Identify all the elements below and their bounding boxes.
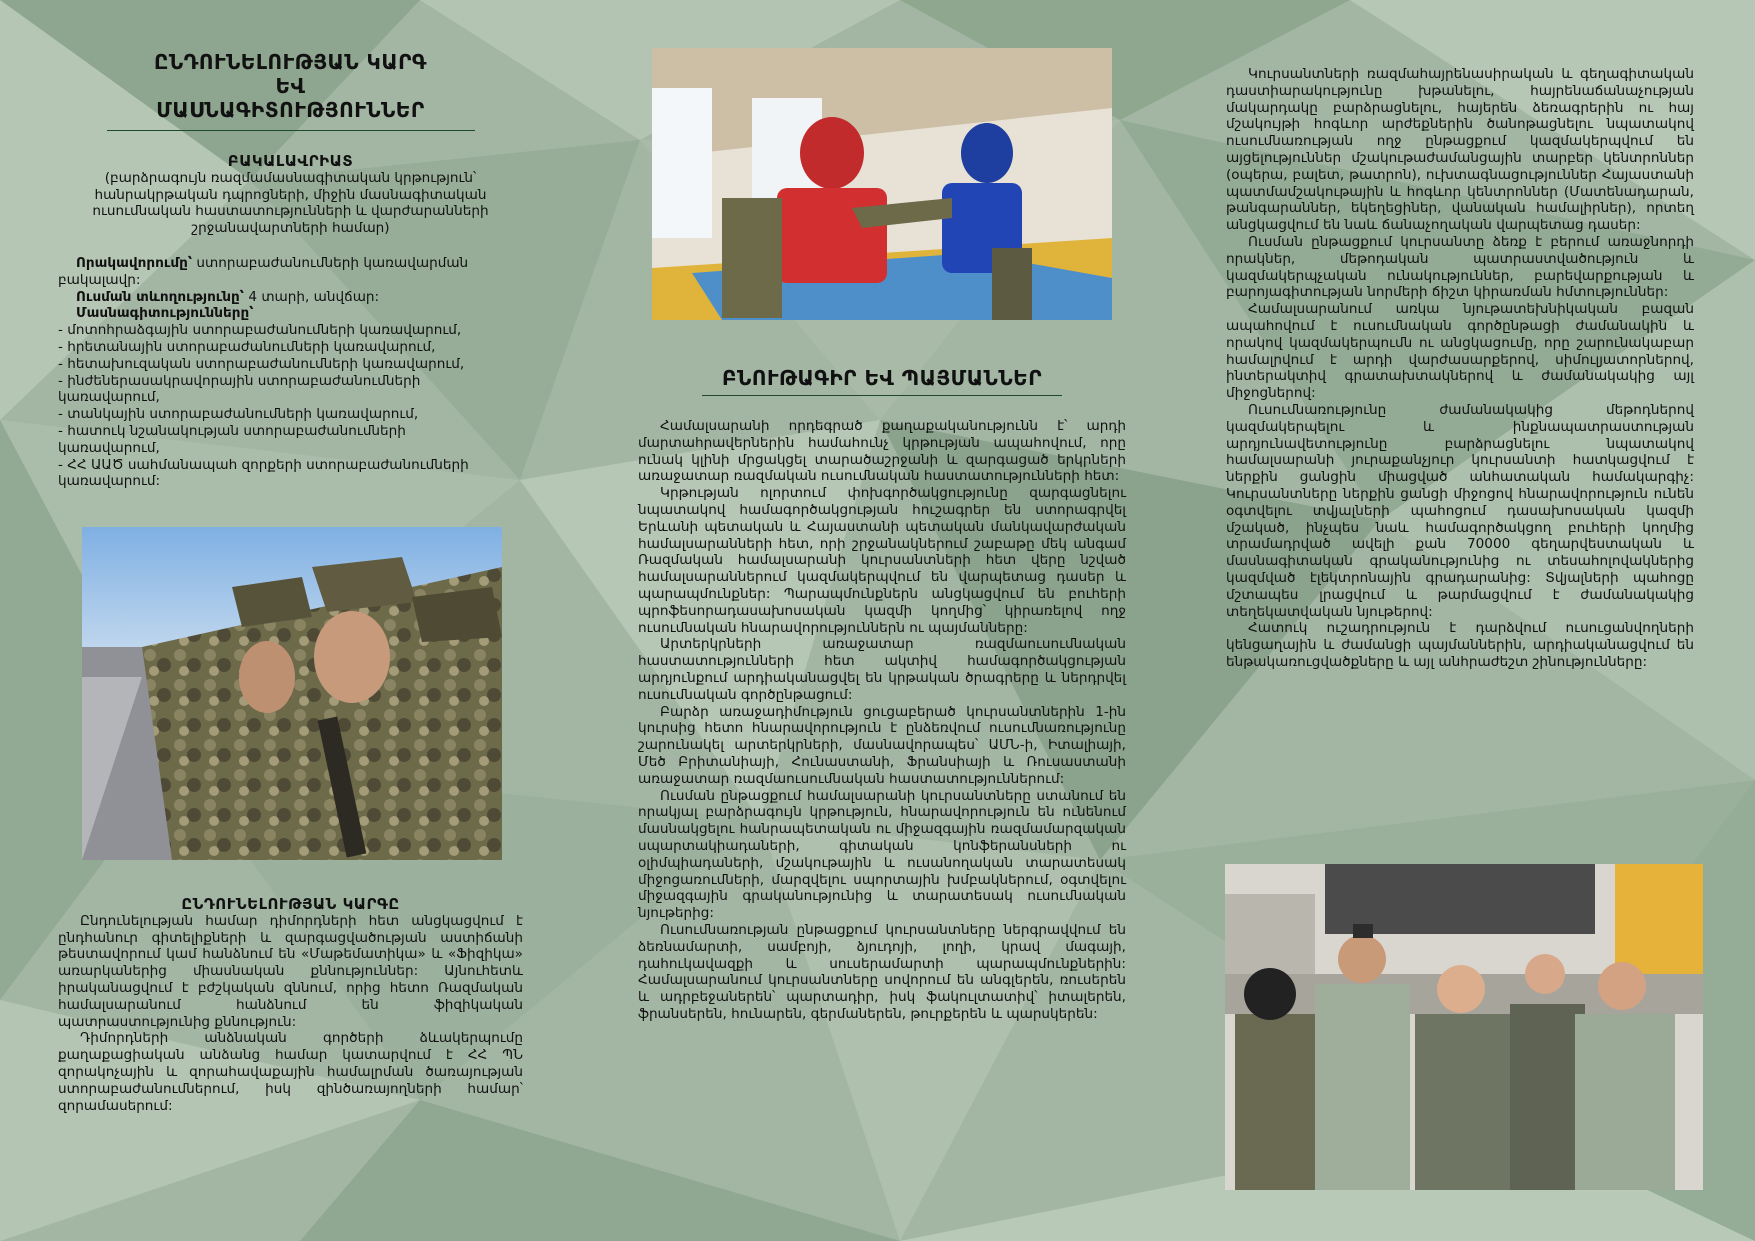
middle-title: ԲՆՈՒԹԱԳԻՐ ԵՎ ՊԱՅՄԱՆՆԵՐ <box>721 366 1043 390</box>
left-title-rule <box>107 130 475 131</box>
middle-paragraph-6: Ուսումնառության ընթացքում կուրսանտները ներգրավվում են ձեռնամարտի, սամբոյի, ձյուդոյի, լողի, կրավ մագայի, դահուկավազքի և սուսերամարտի պարապմունքներին: Համալսարանում կուրսանտները սովորում են անգլերեն, ռուսերեն և ադրբեջաներեն՝ պարտադիր, իսկ ֆակուլտատիվ՝ իտալերեն, ֆրանսերեն, հունարեն, գերմաներեն, թուրքերեն և պարսկերեն: <box>638 921 1126 1022</box>
cadets-group-photo <box>1225 864 1703 1190</box>
middle-paragraph-3: Արտերկրների առաջատար ռազմաուսումնական հաստատությունների հետ ակտիվ համագործակցության արդյունքում արդիականացվել են կրթական ծրագրերը և ներդրվել ուսումնական գործընթացում: <box>638 636 1126 703</box>
list-item: - հետախուզական ստորաբաժանումների կառավարում, <box>58 355 465 372</box>
admission-title: ԸՆԴՈՒՆԵԼՈՒԹՅԱՆ ԿԱՐԳԸ <box>181 895 400 913</box>
combat-training-photo <box>652 48 1112 320</box>
qualification-label: Որակավորումը՝ <box>76 254 193 271</box>
left-title: ԸՆԴՈՒՆԵԼՈՒԹՅԱՆ ԿԱՐԳ ԵՎ ՄԱՍՆԱԳԻՏՈՒԹՅՈՒՆՆԵՐ <box>154 50 427 122</box>
middle-paragraph-1: Համալսարանի որդեգրած քաղաքականությունն է՝ արդի մարտահրավերներին համահունչ կրթության ապահովում, որը ունակ կլինի մրցակցել տարածաշրջանի և զարգացած երկրների առաջատար ռազմական ուսումնական հաստատությունների հետ: <box>638 418 1126 485</box>
duration <box>58 289 523 306</box>
middle-paragraph-2: Կրթության ոլորտում փոխգործակցությունը զարգացնելու նպատակով համագործակցության հուշագրեր են ստորագրվել Երևանի պետական և Հայաստանի պետական մանկավարժական համալսարանների հետ, որի շրջանակներում շաբաթը մեկ անգամ Ռազմական համալսարանի կուրսանտների հետ վերը նշված համալսարաններում կազմակերպվում են վարպետաց դասեր և պարապմունքներ: Պարապմունքներն անցկացվում են բուհերի պրոֆեսորադասախոսական կազմի կողմից՝ կիրառելով ողջ ուսումնական հնարավորություններն ու պայմանները: <box>638 485 1126 636</box>
list-item: - մոտոհրաձգային ստորաբաժանումների կառավարում, <box>58 322 462 339</box>
list-item: - հատուկ նշանակության ստորաբաժանումների կառավարում, <box>58 422 406 456</box>
list-item: - հրետանային ստորաբաժանումների կառավարում, <box>58 338 436 355</box>
right-paragraph-4: Ուսումնառությունը ժամանակակից մեթոդներով կազմակերպելու և ինքնապատրաստության արդյունավետությունը բարձրացնելու նպատակով համալսարանի յուրաքանչյուր կուրսանտի հատկացվում է ներքին ցանցին միացված անհատական համակարգիչ: Կուրսանտները ներքին ցանցի միջոցով հնարավորություն ունեն օգտվելու տվյալների պահոցում դասախոսական կազմի մշակած, ինչպես նաև համագործակցող բուհերի կողմից տրամադրված ավելի քան 70000 գեղարվեստական և մասնագիտական գրականությունից ու տեսաhոլովակներից կազմված էլեկտրոնային գրադարանից: Տվյալների պահոցը մշտապես լրացվում և թարմացվում է ժամանակակից տեղեկատվական նյութերով: <box>1226 401 1694 620</box>
right-paragraph-2: Ուսման ընթացքում կուրսանտը ձեռք է բերում առաջնորդի որակներ, մեթոդական պատրաստվածություն և կազմակերպչական ունակություններ, բարեվարքության և բարոյագիտության նորմերի ճիշտ կիրառման հմտություններ: <box>1226 233 1694 301</box>
qualification <box>58 255 523 289</box>
right-paragraph-1: Կուրսանտների ռազմահայրենասիրական և գեղագիտական դաստիարակությունը խթանելու, հայրենաճանաչության մակարդակը բարձրացնելու, հայերեն ձեռագրերին ու հայ մշակույթի հոգևոր արժեքներին ծանոթացնելու նպատակով ուսումնառության ողջ ընթացքում կազմակերպվում են այցելություններ մշակութաժամանցային տարբեր կենտրոններ (օպերա, բալետ, թատրոն), ուխտագնացություններ Հայաստանի պատմամշակութային և հոգևոր կենտրոններ (Մատենադարան, թանգարաններ, եկեղեցիներ, վանական համալիրներ), որտեղ անցկացվում են նաև ճանաչողական վարպետաց դասեր: <box>1226 66 1694 234</box>
bachelor-note: (բարձրագույն ռազմամասնագիտական կրթություն՝ հանրակրթական դպրոցների, միջին մասնագիտական ուսումնական հաստատությունների և վարժարանների շրջանավարտների համար) <box>92 169 489 237</box>
admission-section <box>58 896 523 1114</box>
list-item: - տանկային ստորաբաժանումների կառավարում, <box>58 406 419 423</box>
right-paragraph-3: Համալսարանում առկա նյութատեխնիկական բազան ապահովում է ուսումնական գործընթացի ժամանակին և որակով կազմակերպումն ու անցկացումը, որը շարունակաբար համալրվում է արդի վարժասարքերով, սիմուլյատորներով, ինտերակտիվ գրատախտակներով և ժամանակակից այլ միջոցներով: <box>1226 301 1694 402</box>
middle-paragraph-4: Բարձր առաջադիմություն ցուցաբերած կուրսանտներին 1-ին կուրսից հետո հնարավորություն է ընձեռվում ուսումնառությունը շարունակել արտերկրների, մասնավորապես՝ ԱՄՆ-ի, Իտալիայի, Մեծ Բրիտանիայի, Հունաստանի, Ֆրանսիայի և Ռուսաստանի առաջատար ռազմաուսումնական հաստատություններում: <box>638 703 1126 787</box>
soldiers-formation-photo <box>82 527 502 860</box>
bachelor-subtitle: ԲԱԿԱԼԱՎՐԻԱՏ <box>227 152 354 170</box>
list-item: - ՀՀ ԱԱԾ սահմանապահ զորքերի ստորաբաժանումների կառավարում: <box>58 456 469 490</box>
middle-column <box>638 366 1126 1023</box>
middle-paragraph-5: Ուսման ընթացքում համալսարանի կուրսանտները ստանում են որակյալ բարձրագույն կրթություն, հնարավորություն են ունենում մասնակցելու հանրապետական ու միջազգային ռազմամարզական սպարտակիադաների, գիտական կոնֆերանսների ու օլիմպիադաների, մշակութային և ուսանողական տարատեսակ միջոցառումների, մարզվելու սպորտային խմբակներում, օգտվելու միջազգային գրականությունից և տարատեսակ ուսումնական նյութերից: <box>638 787 1126 922</box>
duration-value: 4 տարի, անվճար: <box>244 288 380 305</box>
right-paragraph-5: Հատուկ ուշադրություն է դարձվում ուսուցանվողների կենցաղային և ժամանցի պայմաններին, արդիականացվում են ենթակառուցվածքները և այլ անհրաժեշտ շինությունները: <box>1226 620 1694 670</box>
left-column <box>58 50 523 490</box>
qualification-value: ստորաբաժանումների կառավարման բակալավր: <box>58 254 469 288</box>
specialties-list <box>58 322 508 490</box>
specialties-label: Մասնագիտությունները՝ <box>76 305 254 322</box>
right-column <box>1226 66 1694 671</box>
admission-paragraph-2: Դիմորդների անձնական գործերի ձևակերպումը քաղաքացիական անձանց համար կատարվում է ՀՀ ՊՆ զորակոչային և զորահավաքային համալրման ծառայության ստորաբաժանումներում, իսկ զինծառայողների համար՝ զորամասերում: <box>58 1030 523 1114</box>
duration-label: Ուսման տևողությունը՝ <box>76 288 245 305</box>
admission-paragraph-1: Ընդունելության համար դիմորդների հետ անցկացվում է ընդհանուր գիտելիքների և զարգացվածության աստիճանի թեստավորում կամ հանձնում են «Մաթեմատիկա» և «Ֆիզիկա» առարկաներից միասնական քննություններ: Այնուհետև իրականացվում է բժշկական զննում, որից հետո Ռազմական համալսարանում հանձնում են ֆիզիկական պատրաստությունից քննություն: <box>58 912 523 1030</box>
list-item: - ինժեներասակրավորային ստորաբաժանումների կառավարում, <box>58 372 421 406</box>
